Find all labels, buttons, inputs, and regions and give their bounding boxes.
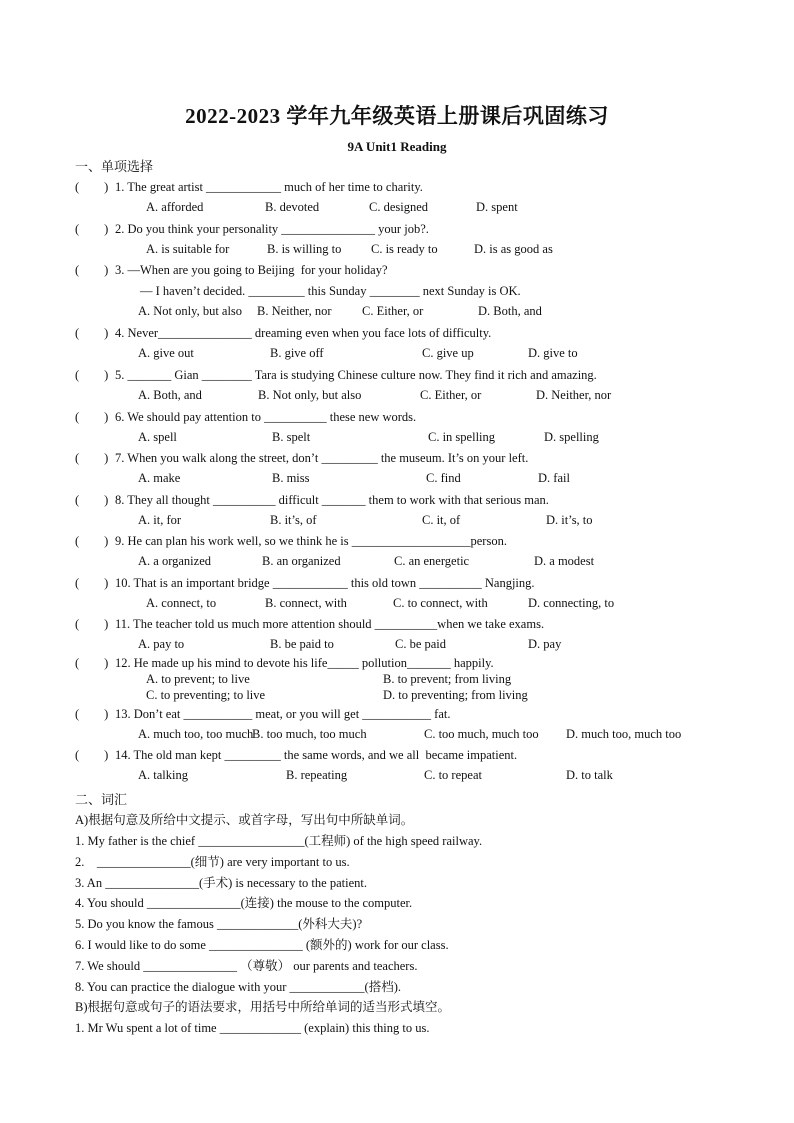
question-stem: 4. Never_______________ dreaming even when you face lots of difficulty. (115, 326, 492, 340)
vocab-item: 4. You should _______________(连接) the mouse to the computer. (75, 896, 413, 911)
question-stem: 9. He can plan his work well, so we think he is ___________________person. (115, 534, 507, 548)
answer-blank: ( ) (75, 576, 109, 590)
part-a-instruction: A)根据句意及所给中文提示、或首字母，写出句中所缺单词。 (75, 813, 414, 827)
vocab-item: 3. An _______________(手术) is necessary to the patient. (75, 875, 367, 890)
option: A. spell (138, 430, 177, 444)
option: B. repeating (286, 768, 348, 782)
question-stem: 6. We should pay attention to __________ these new words. (115, 410, 417, 424)
option: C. to repeat (424, 768, 482, 782)
part-b-instruction: B)根据句意或句子的语法要求，用括号中所给单词的适当形式填空。 (75, 1000, 451, 1014)
vocab-item: 8. You can practice the dialogue with your ____________(搭档). (75, 979, 401, 994)
option: D. connecting, to (528, 596, 615, 610)
option: B. too much, too much (252, 727, 367, 741)
option: D. a modest (534, 554, 595, 568)
answer-blank: ( ) (75, 707, 109, 721)
option: C. it, of (422, 513, 461, 527)
question-stem: 2. Do you think your personality _______________ your job?. (115, 222, 429, 236)
option: C. find (426, 471, 461, 485)
option: D. much too, much too (566, 727, 682, 741)
section-heading-vocab: 二、词汇 (75, 792, 128, 807)
question-stem: 12. He made up his mind to devote his life_____ pollution_______ happily. (115, 656, 494, 670)
section-heading-choice: 一、单项选择 (75, 159, 154, 174)
answer-blank: ( ) (75, 493, 109, 507)
question-stem: 8. They all thought __________ difficult _______ them to work with that serious man. (115, 493, 549, 507)
option: A. give out (138, 346, 194, 360)
option: D. is as good as (474, 242, 553, 256)
option: B. to prevent; from living (383, 672, 512, 686)
option: B. devoted (265, 200, 320, 214)
answer-blank: ( ) (75, 656, 109, 670)
answer-blank: ( ) (75, 451, 109, 465)
option: C. Either, or (362, 304, 424, 318)
vocab-item: 2. _______________(细节) are very important to us. (75, 854, 350, 869)
option: D. it’s, to (546, 513, 593, 527)
option: A. talking (138, 768, 188, 782)
option: B. connect, with (265, 596, 347, 610)
option: A. afforded (146, 200, 204, 214)
option: A. connect, to (146, 596, 217, 610)
option: C. too much, much too (424, 727, 539, 741)
option: C. be paid (395, 637, 447, 651)
option: B. miss (272, 471, 310, 485)
option: A. a organized (138, 554, 212, 568)
answer-blank: ( ) (75, 222, 109, 236)
question-stem: 13. Don’t eat ___________ meat, or you will get ___________ fat. (115, 707, 451, 721)
option: A. pay to (138, 637, 185, 651)
option: B. be paid to (270, 637, 334, 651)
option: D. spelling (544, 430, 599, 444)
answer-blank: ( ) (75, 326, 109, 340)
option: C. Either, or (420, 388, 482, 402)
option: C. to connect, with (393, 596, 488, 610)
question-dialogue-line: — I haven’t decided. _________ this Sunday ________ next Sunday is OK. (140, 284, 521, 298)
option: D. give to (528, 346, 578, 360)
option: D. fail (538, 471, 570, 485)
option: B. Not only, but also (258, 388, 362, 402)
page-subtitle: 9A Unit1 Reading (347, 139, 447, 154)
vocab-item: 1. My father is the chief _________________(工程师) of the high speed railway. (75, 834, 483, 848)
option: C. to preventing; to live (146, 688, 266, 702)
option: A. Both, and (138, 388, 202, 402)
grammar-item: 1. Mr Wu spent a lot of time _____________ (explain) this thing to us. (75, 1021, 430, 1035)
option: A. Not only, but also (138, 304, 243, 318)
vocab-item: 5. Do you know the famous _____________(外科大夫)? (75, 917, 363, 932)
option: A. to prevent; to live (146, 672, 250, 686)
option: B. is willing to (267, 242, 342, 256)
question-stem: 1. The great artist ____________ much of her time to charity. (115, 180, 423, 194)
page-title: 2022-2023 学年九年级英语上册课后巩固练习 (185, 104, 609, 128)
option: C. designed (369, 200, 429, 214)
question-stem: 7. When you walk along the street, don’t _________ the museum. It’s on your left. (115, 451, 529, 465)
option: D. Both, and (478, 304, 542, 318)
answer-blank: ( ) (75, 180, 109, 194)
option: C. an energetic (394, 554, 470, 568)
option: D. to preventing; from living (383, 688, 528, 702)
option: A. it, for (138, 513, 182, 527)
answer-blank: ( ) (75, 368, 109, 382)
option: B. it’s, of (270, 513, 317, 527)
option: C. in spelling (428, 430, 496, 444)
answer-blank: ( ) (75, 410, 109, 424)
answer-blank: ( ) (75, 263, 109, 277)
answer-blank: ( ) (75, 617, 109, 631)
option: B. an organized (262, 554, 341, 568)
option: D. to talk (566, 768, 613, 782)
option: B. give off (270, 346, 324, 360)
question-stem: 10. That is an important bridge ____________ this old town __________ Nangjing. (115, 576, 535, 590)
option: C. give up (422, 346, 474, 360)
option: D. Neither, nor (536, 388, 612, 402)
option: B. spelt (272, 430, 311, 444)
answer-blank: ( ) (75, 748, 109, 762)
option: C. is ready to (371, 242, 438, 256)
vocab-item: 7. We should _______________ （尊敬） our parents and teachers. (75, 958, 418, 973)
vocab-item: 6. I would like to do some _______________ (额外的) work for our class. (75, 938, 449, 952)
question-stem: 11. The teacher told us much more attention should __________when we take exams. (115, 617, 545, 631)
option: D. pay (528, 637, 562, 651)
option: A. much too, too much (138, 727, 254, 741)
option: A. is suitable for (146, 242, 230, 256)
option: B. Neither, nor (257, 304, 332, 318)
question-stem: 3. —When are you going to Beijing for your holiday? (115, 263, 388, 277)
option: A. make (138, 471, 181, 485)
option: D. spent (476, 200, 518, 214)
question-stem: 5. _______ Gian ________ Tara is studying Chinese culture now. They find it rich and amazing. (115, 368, 597, 382)
answer-blank: ( ) (75, 534, 109, 548)
question-stem: 14. The old man kept _________ the same words, and we all became impatient. (115, 748, 518, 762)
